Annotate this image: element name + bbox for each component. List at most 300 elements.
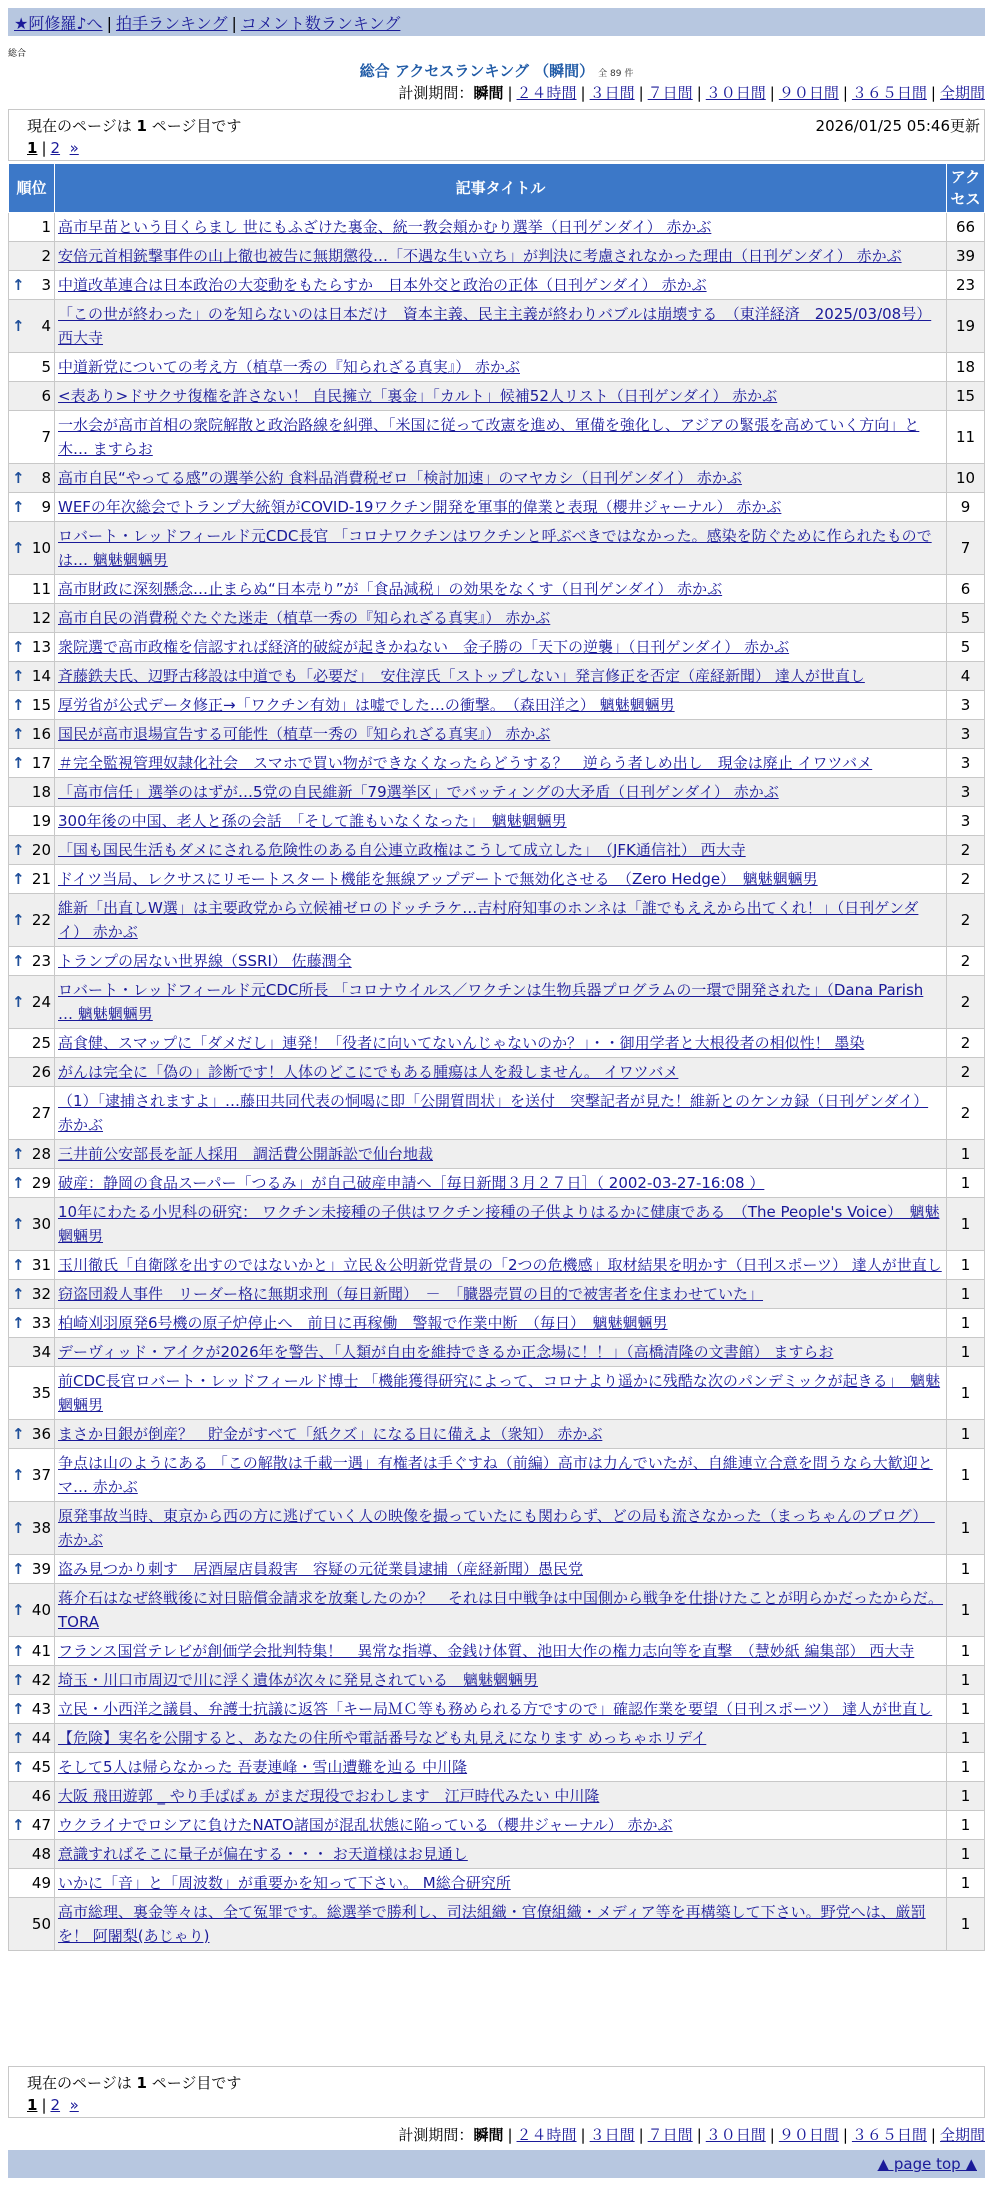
period-option-4[interactable]: ３０日間 bbox=[705, 2126, 766, 2144]
table-row bbox=[9, 271, 985, 300]
access-count: 2 bbox=[947, 1029, 985, 1058]
period-option-1[interactable]: ２４時間 bbox=[516, 2126, 577, 2144]
rank-cell bbox=[9, 1087, 55, 1140]
table-row bbox=[9, 1840, 985, 1869]
article-title-link[interactable]: まさか日銀が倒産？ 貯金がすべて「紙クズ」になる日に備えよ（衆知） 赤かぶ bbox=[58, 1425, 603, 1443]
table-row bbox=[9, 300, 985, 353]
period-selector-top bbox=[398, 82, 985, 103]
rank-cell bbox=[9, 1898, 55, 1951]
period-option-2[interactable]: ３日間 bbox=[589, 84, 635, 102]
ranking-rows bbox=[9, 213, 985, 1951]
period-current: 瞬間 bbox=[473, 84, 504, 102]
next-page-link[interactable]: » bbox=[69, 2096, 79, 2114]
rank-up-arrow-icon: ↑ bbox=[12, 276, 25, 294]
period-label: 計測期間： bbox=[398, 2126, 474, 2144]
table-row bbox=[9, 1280, 985, 1309]
title-cell bbox=[55, 271, 947, 300]
access-count: 1 bbox=[947, 1251, 985, 1280]
article-title-link[interactable]: トランプの居ない世界線（SSRI） 佐藤潤全 bbox=[58, 952, 352, 970]
table-row bbox=[9, 242, 985, 271]
rank-up-arrow-icon: ↑ bbox=[12, 1145, 25, 1163]
table-row bbox=[9, 1584, 985, 1637]
article-title-link[interactable]: 「この世が終わった」のを知らないのは日本だけ 資本主義、民主主義が終わりバブルは崩壊する （東洋経済 2025/03/08号） 西大寺 bbox=[58, 305, 932, 347]
title-cell bbox=[55, 1338, 947, 1367]
article-title-link[interactable]: 窃盗団殺人事件 リーダー格に無期求刑（毎日新聞） － 「臓器売買の目的で被害者を住まわせていた」 bbox=[58, 1285, 764, 1303]
article-title-link[interactable]: そして5人は帰らなかった 吾妻連峰・雪山遭難を辿る 中川隆 bbox=[58, 1758, 468, 1776]
rank-cell bbox=[9, 807, 55, 836]
rank-number: 37 bbox=[31, 1466, 51, 1484]
table-row bbox=[9, 1449, 985, 1502]
rank-number: 47 bbox=[31, 1816, 51, 1834]
rank-number: 30 bbox=[31, 1215, 51, 1233]
table-row bbox=[9, 1169, 985, 1198]
rank-number: 11 bbox=[31, 580, 51, 598]
article-title-link[interactable]: ロバート・レッドフィールド元CDC長官 「コロナワクチンはワクチンと呼ぶべきではなかった。感染を防ぐために作られたものでは… 魑魅魍魎男 bbox=[58, 527, 932, 569]
title-cell bbox=[55, 749, 947, 778]
rank-up-arrow-icon: ↑ bbox=[12, 469, 25, 487]
rank-number: 8 bbox=[41, 469, 51, 487]
page-top-link[interactable]: ▲ page top ▲ bbox=[877, 2155, 977, 2173]
table-row bbox=[9, 1695, 985, 1724]
separator: | bbox=[638, 84, 644, 102]
article-title-link[interactable]: ウクライナでロシアに負けたNATO諸国が混乱状態に陥っている（櫻井ジャーナル） 赤かぶ bbox=[58, 1816, 673, 1834]
page-2-link[interactable]: 2 bbox=[50, 139, 61, 157]
access-count: 19 bbox=[947, 300, 985, 353]
table-row bbox=[9, 749, 985, 778]
table-header-row bbox=[9, 164, 985, 213]
page-title bbox=[0, 60, 993, 81]
article-title-link[interactable]: 大阪 飛田遊郭 _ やり手ばばぁ がまだ現役でおわします 江戸時代みたい 中川隆 bbox=[58, 1787, 600, 1805]
article-title-link[interactable]: 高市財政に深刻懸念…止まらぬ“日本売り”が「食品減税」の効果をなくす（日刊ゲンダイ） 赤かぶ bbox=[58, 580, 723, 598]
article-title-link[interactable]: 高市自民“やってる感”の選挙公約 食料品消費税ゼロ「検討加速」のマヤカシ（日刊ゲンダイ） 赤かぶ bbox=[58, 469, 742, 487]
rank-cell bbox=[9, 604, 55, 633]
rank-number: 9 bbox=[41, 498, 51, 516]
table-row bbox=[9, 1555, 985, 1584]
rank-number: 34 bbox=[31, 1343, 51, 1361]
period-option-3[interactable]: ７日間 bbox=[647, 84, 693, 102]
rank-cell bbox=[9, 353, 55, 382]
access-count: 1 bbox=[947, 1898, 985, 1951]
rank-up-arrow-icon: ↑ bbox=[12, 539, 25, 557]
rank-number: 41 bbox=[31, 1642, 51, 1660]
table-row bbox=[9, 1637, 985, 1666]
title-cell bbox=[55, 242, 947, 271]
article-title-link[interactable]: <表あり>ドサクサ復権を許さない！ 自民擁立「裏金」「カルト」候補52人リスト（日刊ゲンダイ） 赤かぶ bbox=[58, 387, 778, 405]
ranking-table bbox=[8, 163, 985, 1951]
table-row bbox=[9, 1198, 985, 1251]
article-title-link[interactable]: 斉藤鉄夫氏、辺野古移設は中道でも「必要だ」 安住淳氏「ストップしない」発言修正を否定（産経新聞） 達人が世直し bbox=[58, 667, 865, 685]
table-row bbox=[9, 1338, 985, 1367]
article-title-link[interactable]: 意識すればそこに量子が偏在する・・・ お天道様はお見通し bbox=[58, 1845, 468, 1863]
clap-ranking-link[interactable]: 拍手ランキング bbox=[115, 14, 228, 33]
article-title-link[interactable]: フランス国営テレビが創価学会批判特集！ 異常な指導、金銭け体質、池田大作の権力志向等を直撃 （慧妙紙 編集部） 西大寺 bbox=[58, 1642, 915, 1660]
separator: | bbox=[41, 2096, 47, 2114]
rank-number: 21 bbox=[31, 870, 51, 888]
access-count: 2 bbox=[947, 1058, 985, 1087]
period-option-7[interactable]: 全期間 bbox=[939, 2126, 985, 2144]
access-count: 1 bbox=[947, 1140, 985, 1169]
rank-up-arrow-icon: ↑ bbox=[12, 1425, 25, 1443]
title-cell bbox=[55, 493, 947, 522]
title-cell bbox=[55, 1058, 947, 1087]
rank-number: 7 bbox=[41, 428, 51, 446]
rank-number: 35 bbox=[31, 1384, 51, 1402]
rank-number: 4 bbox=[41, 317, 51, 335]
access-count: 1 bbox=[947, 1555, 985, 1584]
rank-cell bbox=[9, 1338, 55, 1367]
article-title-link[interactable]: ドイツ当局、レクサスにリモートスタート機能を無線アップデートで無効化させる （Zero Hedge） 魑魅魍魎男 bbox=[58, 870, 818, 888]
rank-cell bbox=[9, 778, 55, 807]
rank-number: 15 bbox=[31, 696, 51, 714]
rank-number: 14 bbox=[31, 667, 51, 685]
table-row bbox=[9, 1502, 985, 1555]
access-count: 1 bbox=[947, 1338, 985, 1367]
access-count: 6 bbox=[947, 575, 985, 604]
access-count: 2 bbox=[947, 836, 985, 865]
rank-up-arrow-icon: ↑ bbox=[12, 1519, 25, 1537]
rank-number: 25 bbox=[31, 1034, 51, 1052]
rank-up-arrow-icon: ↑ bbox=[12, 667, 25, 685]
period-current: 瞬間 bbox=[473, 2126, 504, 2144]
table-row bbox=[9, 1367, 985, 1420]
period-option-2[interactable]: ３日間 bbox=[589, 2126, 635, 2144]
access-count: 1 bbox=[947, 1869, 985, 1898]
table-row bbox=[9, 1309, 985, 1338]
title-cell bbox=[55, 604, 947, 633]
article-title-link[interactable]: 衆院選で高市政権を信認すれば経済的破綻が起きかねない 金子勝の「天下の逆襲」（日刊ゲンダイ） 赤かぶ bbox=[58, 638, 790, 656]
rank-number: 46 bbox=[31, 1787, 51, 1805]
rank-cell bbox=[9, 1367, 55, 1420]
title-cell bbox=[55, 353, 947, 382]
period-option-4[interactable]: ３０日間 bbox=[705, 84, 766, 102]
rank-up-arrow-icon: ↑ bbox=[12, 1729, 25, 1747]
title-cell bbox=[55, 1140, 947, 1169]
access-count: 39 bbox=[947, 242, 985, 271]
title-cell bbox=[55, 836, 947, 865]
rank-cell bbox=[9, 865, 55, 894]
rank-cell bbox=[9, 1420, 55, 1449]
article-title-link[interactable]: （1）「逮捕されますよ」…藤田共同代表の恫喝に即「公開質問状」を送付 突撃記者が見た！維新とのケンカ録（日刊ゲンダイ） 赤かぶ bbox=[58, 1092, 929, 1134]
access-count: 2 bbox=[947, 947, 985, 976]
article-title-link[interactable]: 立民・小西洋之議員、弁護士抗議に返答「キー局ＭＣ等も務められる方ですので」確認作業を要望（日刊スポーツ） 達人が世直し bbox=[58, 1700, 933, 1718]
rank-cell bbox=[9, 947, 55, 976]
rank-cell bbox=[9, 662, 55, 691]
title-cell bbox=[55, 1309, 947, 1338]
title-cell bbox=[55, 691, 947, 720]
rank-cell bbox=[9, 382, 55, 411]
page-suffix: ページ目です bbox=[151, 2074, 242, 2092]
rank-number: 22 bbox=[31, 911, 51, 929]
table-row bbox=[9, 976, 985, 1029]
rank-up-arrow-icon: ↑ bbox=[12, 1601, 25, 1619]
table-row bbox=[9, 633, 985, 662]
rank-number: 33 bbox=[31, 1314, 51, 1332]
total-count: 全 89 件 bbox=[598, 69, 634, 79]
article-title-link[interactable]: 柏崎刈羽原発6号機の原子炉停止へ 前日に再稼働 警報で作業中断 （毎日） 魑魅魍魎男 bbox=[58, 1314, 668, 1332]
page-info-bottom bbox=[8, 2066, 985, 2118]
access-count: 1 bbox=[947, 1840, 985, 1869]
rank-number: 13 bbox=[31, 638, 51, 656]
rank-cell bbox=[9, 1449, 55, 1502]
table-row bbox=[9, 522, 985, 575]
next-page-link[interactable]: » bbox=[69, 139, 79, 157]
rank-up-arrow-icon: ↑ bbox=[12, 1174, 25, 1192]
table-row bbox=[9, 1420, 985, 1449]
rank-cell bbox=[9, 1753, 55, 1782]
article-title-link[interactable]: ＃完全監視管理奴隷化社会 スマホで買い物ができなくなったらどうする？ 逆らう者しめ出し 現金は廃止 イワツバメ bbox=[58, 754, 873, 772]
table-row bbox=[9, 1251, 985, 1280]
rank-up-arrow-icon: ↑ bbox=[12, 1285, 25, 1303]
period-option-6[interactable]: ３６５日間 bbox=[851, 2126, 927, 2144]
rank-cell bbox=[9, 976, 55, 1029]
rank-up-arrow-icon: ↑ bbox=[12, 754, 25, 772]
access-count: 3 bbox=[947, 807, 985, 836]
article-title-link[interactable]: 三井前公安部長を証人採用 調活費公開訴訟で仙台地裁 bbox=[58, 1145, 434, 1163]
article-title-link[interactable]: 安倍元首相銃撃事件の山上徹也被告に無期懲役…「不遇な生い立ち」が判決に考慮されなかった理由（日刊ゲンダイ） 赤かぶ bbox=[58, 247, 902, 265]
title-cell bbox=[55, 662, 947, 691]
rank-up-arrow-icon: ↑ bbox=[12, 498, 25, 516]
period-option-3[interactable]: ７日間 bbox=[647, 2126, 693, 2144]
access-count: 3 bbox=[947, 691, 985, 720]
rank-number: 2 bbox=[41, 247, 51, 265]
table-row bbox=[9, 1782, 985, 1811]
period-option-5[interactable]: ９０日間 bbox=[778, 84, 839, 102]
title-cell bbox=[55, 1198, 947, 1251]
title-cell bbox=[55, 1695, 947, 1724]
rank-cell bbox=[9, 271, 55, 300]
title-cell bbox=[55, 947, 947, 976]
separator: | bbox=[106, 14, 112, 33]
separator: | bbox=[580, 84, 586, 102]
rank-number: 19 bbox=[31, 812, 51, 830]
table-row bbox=[9, 720, 985, 749]
title-cell bbox=[55, 894, 947, 947]
access-count: 10 bbox=[947, 464, 985, 493]
current-page: 1 bbox=[136, 117, 147, 135]
rank-number: 17 bbox=[31, 754, 51, 772]
pagination-bottom bbox=[27, 2096, 966, 2114]
title-cell bbox=[55, 1584, 947, 1637]
separator: | bbox=[507, 84, 513, 102]
period-selector-bottom bbox=[398, 2124, 985, 2145]
rank-number: 28 bbox=[31, 1145, 51, 1163]
table-row bbox=[9, 464, 985, 493]
access-count: 2 bbox=[947, 894, 985, 947]
rank-cell bbox=[9, 1584, 55, 1637]
title-cell bbox=[55, 1782, 947, 1811]
access-count: 5 bbox=[947, 633, 985, 662]
separator: | bbox=[580, 2126, 586, 2144]
rank-number: 10 bbox=[31, 539, 51, 557]
rank-number: 50 bbox=[31, 1915, 51, 1933]
period-option-7[interactable]: 全期間 bbox=[939, 84, 985, 102]
article-title-link[interactable]: 争点は山のようにある 「この解散は千載一遇」有権者は手ぐすね（前編）高市は力んでいたが、自維連立合意を問うなら大歓迎とマ… 赤かぶ bbox=[58, 1454, 933, 1496]
rank-number: 44 bbox=[31, 1729, 51, 1747]
page-title-text: 総合 アクセスランキング （瞬間） bbox=[359, 62, 595, 80]
title-cell bbox=[55, 1280, 947, 1309]
title-cell bbox=[55, 1869, 947, 1898]
period-label: 計測期間： bbox=[398, 84, 474, 102]
rank-number: 48 bbox=[31, 1845, 51, 1863]
separator: | bbox=[842, 84, 848, 102]
rank-cell bbox=[9, 691, 55, 720]
access-count: 5 bbox=[947, 604, 985, 633]
rank-up-arrow-icon: ↑ bbox=[12, 993, 25, 1011]
rank-cell bbox=[9, 575, 55, 604]
rank-cell bbox=[9, 213, 55, 242]
article-title-link[interactable]: 高食健、スマップに「ダメだし」連発！「役者に向いてないんじゃないのか？」・・御用学者と大根役者の相似性！ 墨染 bbox=[58, 1034, 865, 1052]
table-row bbox=[9, 1811, 985, 1840]
access-count: 1 bbox=[947, 1198, 985, 1251]
rank-number: 20 bbox=[31, 841, 51, 859]
rank-up-arrow-icon: ↑ bbox=[12, 1816, 25, 1834]
table-row bbox=[9, 1087, 985, 1140]
current-page: 1 bbox=[136, 2074, 147, 2092]
access-count: 1 bbox=[947, 1502, 985, 1555]
article-title-link[interactable]: 【危険】実名を公開すると、あなたの住所や電話番号なども丸見えになります めっちゃホリデイ bbox=[58, 1729, 707, 1747]
article-title-link[interactable]: 高市総理、裏金等々は、全て冤罪です。総選挙で勝利し、司法組織・官僚組織・メディア等を再構築して下さい。野党へは、厳罰を！ 阿闍梨(あじゃり) bbox=[58, 1903, 926, 1945]
rank-cell bbox=[9, 1169, 55, 1198]
rank-up-arrow-icon: ↑ bbox=[12, 696, 25, 714]
rank-cell bbox=[9, 1058, 55, 1087]
access-count: 1 bbox=[947, 1753, 985, 1782]
period-option-6[interactable]: ３６５日間 bbox=[851, 84, 927, 102]
rank-number: 29 bbox=[31, 1174, 51, 1192]
title-cell bbox=[55, 1666, 947, 1695]
separator: | bbox=[696, 2126, 702, 2144]
article-title-link[interactable]: がんは完全に「偽の」診断です！人体のどこにでもある腫瘍は人を殺しません。 イワツバメ bbox=[58, 1063, 679, 1081]
access-count: 1 bbox=[947, 1637, 985, 1666]
table-row bbox=[9, 1029, 985, 1058]
period-option-1[interactable]: ２４時間 bbox=[516, 84, 577, 102]
article-title-link[interactable]: 原発事故当時、東京から西の方に逃げていく人の映像を撮っていたにも関わらず、どの局も流さなかった（まっちゃんのブログ） 赤かぶ bbox=[58, 1507, 935, 1549]
pagination-top bbox=[27, 139, 966, 157]
access-count: 1 bbox=[947, 1724, 985, 1753]
separator: | bbox=[930, 84, 936, 102]
rank-cell bbox=[9, 1666, 55, 1695]
article-title-link[interactable]: 中道新党についての考え方（植草一秀の『知られざる真実』） 赤かぶ bbox=[58, 358, 520, 376]
rank-number: 49 bbox=[31, 1874, 51, 1892]
table-row bbox=[9, 947, 985, 976]
access-count: 1 bbox=[947, 1420, 985, 1449]
article-title-link[interactable]: いかに「音」と「周波数」が重要かを知って下さい。 M総合研究所 bbox=[58, 1874, 511, 1892]
access-count: 1 bbox=[947, 1169, 985, 1198]
rank-number: 32 bbox=[31, 1285, 51, 1303]
asyura-home-link[interactable]: ★阿修羅♪へ bbox=[14, 14, 103, 33]
title-cell bbox=[55, 1724, 947, 1753]
article-title-link[interactable]: 玉川徹氏「自衛隊を出すのではないかと」立民＆公明新党背景の「2つの危機感」取材結果を明かす（日刊スポーツ） 達人が世直し bbox=[58, 1256, 942, 1274]
rank-number: 5 bbox=[41, 358, 51, 376]
access-count: 7 bbox=[947, 522, 985, 575]
rank-number: 18 bbox=[31, 783, 51, 801]
rank-up-arrow-icon: ↑ bbox=[12, 1560, 25, 1578]
updated-timestamp: 2026/01/25 05:46更新 bbox=[815, 117, 980, 135]
article-title-link[interactable]: 盗み見つかり刺す 居酒屋店員殺害 容疑の元従業員逮捕（産経新聞）愚民党 bbox=[58, 1560, 584, 1578]
separator: | bbox=[507, 2126, 513, 2144]
rank-number: 6 bbox=[41, 387, 51, 405]
title-cell bbox=[55, 1555, 947, 1584]
article-title-link[interactable]: 300年後の中国、老人と孫の会話 「そして誰もいなくなった」 魑魅魍魎男 bbox=[58, 812, 567, 830]
rank-number: 23 bbox=[31, 952, 51, 970]
top-nav-bar bbox=[8, 8, 985, 36]
title-cell bbox=[55, 1811, 947, 1840]
table-row bbox=[9, 691, 985, 720]
access-count: 1 bbox=[947, 1811, 985, 1840]
article-title-link[interactable]: 厚労省が公式データ修正→「ワクチン有効」は嘘でした…の衝撃。 （森田洋之） 魑魅魍魎男 bbox=[58, 696, 675, 714]
title-cell bbox=[55, 1753, 947, 1782]
article-title-link[interactable]: 破産：静岡の食品スーパー「つるみ」が自己破産申請へ［毎日新聞３月２７日］（ 2002-03-27-16:08 ） bbox=[58, 1174, 765, 1192]
rank-cell bbox=[9, 1555, 55, 1584]
access-count: 3 bbox=[947, 749, 985, 778]
rank-cell bbox=[9, 493, 55, 522]
rank-number: 45 bbox=[31, 1758, 51, 1776]
title-header: 記事タイトル bbox=[55, 164, 947, 213]
period-option-5[interactable]: ９０日間 bbox=[778, 2126, 839, 2144]
separator: | bbox=[842, 2126, 848, 2144]
rank-number: 12 bbox=[31, 609, 51, 627]
rank-up-arrow-icon: ↑ bbox=[12, 725, 25, 743]
rank-up-arrow-icon: ↑ bbox=[12, 1642, 25, 1660]
access-count: 18 bbox=[947, 353, 985, 382]
rank-cell bbox=[9, 1140, 55, 1169]
comment-ranking-link[interactable]: コメント数ランキング bbox=[240, 14, 401, 33]
rank-cell bbox=[9, 522, 55, 575]
page-2-link[interactable]: 2 bbox=[50, 2096, 61, 2114]
table-row bbox=[9, 1058, 985, 1087]
page-prefix: 現在のページは bbox=[27, 117, 132, 135]
article-title-link[interactable]: 埼玉・川口市周辺で川に浮く遺体が次々に発見されている 魑魅魍魎男 bbox=[58, 1671, 539, 1689]
access-count: 4 bbox=[947, 662, 985, 691]
access-count: 9 bbox=[947, 493, 985, 522]
access-count: 1 bbox=[947, 1309, 985, 1338]
article-title-link[interactable]: ロバート・レッドフィールド元CDC所長 「コロナウイルス／ワクチンは生物兵器プログラムの一環で開発された」（Dana Parish … 魑魅魍魎男 bbox=[58, 981, 924, 1023]
article-title-link[interactable]: 国民が高市退場宣告する可能性（植草一秀の『知られざる真実』） 赤かぶ bbox=[58, 725, 551, 743]
article-title-link[interactable]: デーヴィッド・アイクが2026年を警告、「人類が自由を維持できるか正念場に！！」（高橋清隆の文書館） ますらお bbox=[58, 1343, 834, 1361]
access-count: 23 bbox=[947, 271, 985, 300]
article-title-link[interactable]: 高市早苗という目くらまし 世にもふざけた裏金、統一教会頬かむり選挙（日刊ゲンダイ） 赤かぶ bbox=[58, 218, 712, 236]
rank-cell bbox=[9, 411, 55, 464]
access-count: 1 bbox=[947, 1449, 985, 1502]
rank-number: 42 bbox=[31, 1671, 51, 1689]
title-cell bbox=[55, 1087, 947, 1140]
rank-cell bbox=[9, 1840, 55, 1869]
page-1-current: 1 bbox=[27, 2096, 38, 2114]
article-title-link[interactable]: 10年にわたる小児科の研究： ワクチン未接種の子供はワクチン接種の子供よりはるかに健康である （The People's Voice） 魑魅魍魎男 bbox=[58, 1203, 940, 1245]
article-title-link[interactable]: WEFの年次総会でトランプ大統領がCOVID-19ワクチン開発を軍事的偉業と表現（櫻井ジャーナル） 赤かぶ bbox=[58, 498, 782, 516]
rank-header: 順位 bbox=[9, 164, 55, 213]
table-row bbox=[9, 411, 985, 464]
access-count: 3 bbox=[947, 778, 985, 807]
table-row bbox=[9, 1724, 985, 1753]
rank-up-arrow-icon: ↑ bbox=[12, 1314, 25, 1332]
title-cell bbox=[55, 464, 947, 493]
access-count: 1 bbox=[947, 1280, 985, 1309]
article-title-link[interactable]: 「高市信任」選挙のはずが…5党の自民維新「79選挙区」でバッティングの大矛盾（日刊ゲンダイ） 赤かぶ bbox=[58, 783, 779, 801]
access-count: 2 bbox=[947, 865, 985, 894]
article-title-link[interactable]: 蒋介石はなぜ終戦後に対日賠償金請求を放棄したのか？ それは日中戦争は中国側から戦争を仕掛けたことが明らかだったからだ。 TORA bbox=[58, 1589, 944, 1631]
article-title-link[interactable]: 一水会が高市首相の衆院解散と政治路線を糾弾、「米国に従って改憲を進め、軍備を強化し、アジアの緊張を高めていく方向」と木… ますらお bbox=[58, 416, 920, 458]
rank-number: 3 bbox=[41, 276, 51, 294]
article-title-link[interactable]: 中道改革連合は日本政治の大変動をもたらすか 日本外交と政治の正体（日刊ゲンダイ） 赤かぶ bbox=[58, 276, 707, 294]
article-title-link[interactable]: 維新「出直しW選」は主要政党から立候補ゼロのドッチラケ…吉村府知事のホンネは「誰でもええから出てくれ！」（日刊ゲンダイ） 赤かぶ bbox=[58, 899, 919, 941]
separator: | bbox=[769, 84, 775, 102]
article-title-link[interactable]: 「国も国民生活もダメにされる危険性のある自公連立政権はこうして成立した」 （JFK通信社） 西大寺 bbox=[58, 841, 746, 859]
title-cell bbox=[55, 633, 947, 662]
article-title-link[interactable]: 高市自民の消費税ぐたぐた迷走（植草一秀の『知られざる真実』） 赤かぶ bbox=[58, 609, 551, 627]
table-row bbox=[9, 836, 985, 865]
rank-up-arrow-icon: ↑ bbox=[12, 1700, 25, 1718]
article-title-link[interactable]: 前CDC長官ロバート・レッドフィールド博士 「機能獲得研究によって、コロナより遥かに残酷な次のパンデミックが起きる」 魑魅魍魎男 bbox=[58, 1372, 941, 1414]
